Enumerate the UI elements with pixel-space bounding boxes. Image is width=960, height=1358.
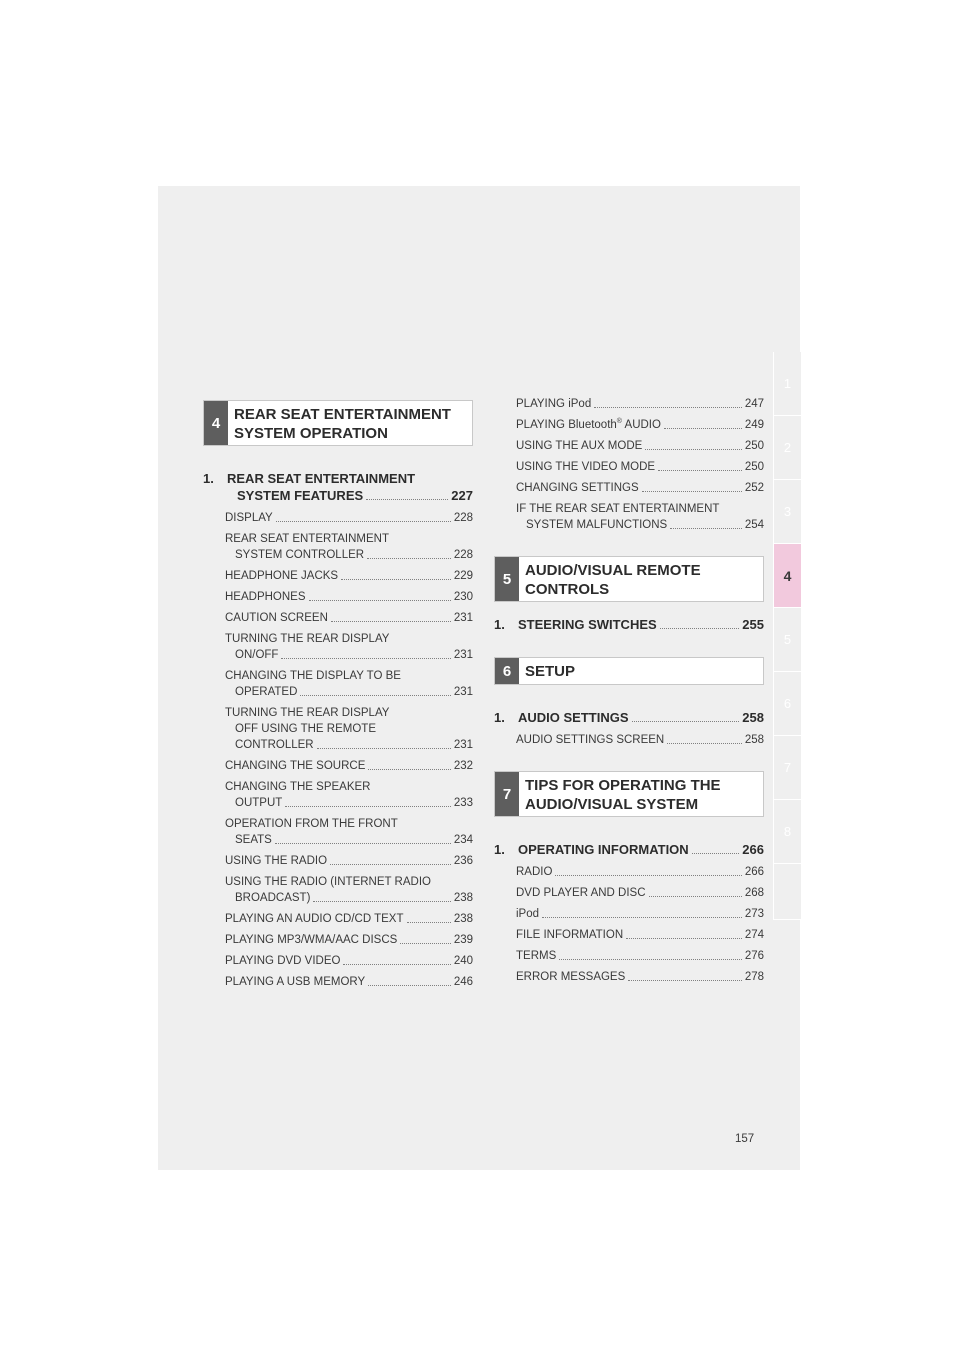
toc-entry-label: USING THE RADIO (INTERNET RADIO <box>225 876 431 888</box>
toc-entry-label: FILE INFORMATION <box>516 929 624 941</box>
section-number: 7 <box>495 772 519 816</box>
toc-entry-label: REAR SEAT ENTERTAINMENT <box>225 533 390 545</box>
chapter-tab-3[interactable]: 3 <box>773 480 801 544</box>
section-header-5 <box>494 556 764 602</box>
toc-entry[interactable] <box>225 974 473 990</box>
leader-dots <box>649 885 742 897</box>
chapter-title-line: REAR SEAT ENTERTAINMENT <box>227 471 416 486</box>
page-number: 157 <box>735 1133 755 1145</box>
toc-entry-page-number: 231 <box>453 739 473 751</box>
toc-entry[interactable] <box>516 501 764 533</box>
toc-entry-page-number: 230 <box>453 591 473 603</box>
leader-dots <box>368 974 451 986</box>
leader-dots <box>660 616 740 629</box>
toc-entry-page-number: 249 <box>744 419 764 431</box>
toc-entry[interactable] <box>516 480 764 496</box>
toc-entry-label: CHANGING THE SOURCE <box>225 760 366 772</box>
toc-entry[interactable] <box>225 589 473 605</box>
leader-dots <box>645 438 742 450</box>
section-number: 4 <box>204 401 228 445</box>
toc-entry-label: PLAYING MP3/WMA/AAC DISCS <box>225 934 398 946</box>
leader-dots <box>341 568 451 580</box>
toc-entry-page-number: 238 <box>453 913 473 925</box>
toc-entry-list <box>494 396 764 533</box>
leader-dots <box>555 864 741 876</box>
section-header-6 <box>494 657 764 685</box>
leader-dots <box>400 932 450 944</box>
toc-entry[interactable] <box>225 610 473 626</box>
chapter-tab-strip <box>773 352 801 920</box>
toc-entry[interactable] <box>516 948 764 964</box>
toc-entry-label: OFF USING THE REMOTE <box>235 723 376 735</box>
toc-entry-list <box>494 864 764 985</box>
section-header-4 <box>203 400 473 446</box>
leader-dots <box>628 969 742 981</box>
chapter-title-line: STEERING SWITCHES <box>518 617 657 632</box>
toc-entry[interactable] <box>225 705 473 753</box>
leader-dots <box>632 709 740 722</box>
toc-entry-label: HEADPHONE JACKS <box>225 570 339 582</box>
toc-entry-page-number: 238 <box>453 892 473 904</box>
toc-entry[interactable] <box>225 932 473 948</box>
chapter-title-line: AUDIO SETTINGS <box>518 710 629 725</box>
chapter-title-line: OPERATING INFORMATION <box>518 842 689 857</box>
toc-entry-label: USING THE VIDEO MODE <box>516 461 656 473</box>
toc-entry-label: SYSTEM MALFUNCTIONS <box>526 519 668 531</box>
leader-dots <box>664 417 742 429</box>
leader-dots <box>367 547 451 559</box>
toc-entry-list <box>203 510 473 990</box>
toc-entry[interactable] <box>225 911 473 927</box>
chapter-tab-8[interactable]: 8 <box>773 800 801 864</box>
toc-entry-label: OPERATION FROM THE FRONT <box>225 818 398 830</box>
leader-dots <box>626 927 742 939</box>
toc-entry[interactable] <box>225 816 473 848</box>
toc-entry-list <box>494 732 764 748</box>
toc-entry-label: RADIO <box>516 866 553 878</box>
leader-dots <box>366 487 448 500</box>
section-title: TIPS FOR OPERATING THE AUDIO/VISUAL SYSTEM <box>525 777 721 813</box>
toc-entry-label: PLAYING Bluetooth® AUDIO <box>516 418 661 431</box>
toc-entry[interactable] <box>225 668 473 700</box>
section-title: SETUP <box>525 663 576 680</box>
leader-dots <box>331 610 451 622</box>
leader-dots <box>667 732 742 744</box>
leader-dots <box>407 911 451 923</box>
toc-entry-page-number: 240 <box>453 955 473 967</box>
toc-entry-label: PLAYING A USB MEMORY <box>225 976 366 988</box>
toc-entry[interactable] <box>225 631 473 663</box>
chapter-tab-4[interactable]: 4 <box>773 544 801 608</box>
toc-entry[interactable] <box>516 885 764 901</box>
toc-entry-page-number: 252 <box>744 482 764 494</box>
toc-entry-label: DVD PLAYER AND DISC <box>516 887 646 899</box>
toc-entry-page-number: 246 <box>453 976 473 988</box>
toc-entry-label: PLAYING AN AUDIO CD/CD TEXT <box>225 913 404 925</box>
toc-entry-page-number: 258 <box>744 734 764 746</box>
toc-entry[interactable] <box>225 510 473 526</box>
toc-entry-page-number: 239 <box>453 934 473 946</box>
toc-entry[interactable] <box>516 969 764 985</box>
section-title: REAR SEAT ENTERTAINMENT SYSTEM OPERATION <box>234 406 451 442</box>
toc-entry[interactable] <box>225 874 473 906</box>
toc-entry-label: CHANGING THE DISPLAY TO BE <box>225 670 401 682</box>
toc-entry-page-number: 228 <box>453 512 473 524</box>
toc-entry-page-number: 236 <box>453 855 473 867</box>
toc-entry-label: iPod <box>516 908 540 920</box>
toc-entry-label: DISPLAY <box>225 512 273 524</box>
chapter-heading[interactable] <box>494 616 764 633</box>
toc-entry[interactable] <box>225 758 473 774</box>
toc-entry-label: ON/OFF <box>235 649 279 661</box>
chapter-heading[interactable] <box>203 470 473 504</box>
toc-entry-page-number: 276 <box>744 950 764 962</box>
toc-entry[interactable] <box>225 953 473 969</box>
toc-entry[interactable] <box>516 927 764 943</box>
leader-dots <box>317 737 451 749</box>
section-header-7 <box>494 771 764 817</box>
toc-entry[interactable] <box>516 417 764 433</box>
toc-entry-label: SEATS <box>235 834 272 846</box>
toc-entry-label: CHANGING SETTINGS <box>516 482 639 494</box>
toc-entry-label: PLAYING iPod <box>516 398 592 410</box>
chapter-page-number: 258 <box>742 710 764 725</box>
toc-entry[interactable] <box>225 531 473 563</box>
chapter-heading[interactable] <box>494 841 764 858</box>
chapter-tab-blank <box>773 864 801 920</box>
leader-dots <box>542 906 742 918</box>
toc-entry-label: AUDIO SETTINGS SCREEN <box>516 734 665 746</box>
leader-dots <box>642 480 742 492</box>
toc-entry[interactable] <box>516 396 764 412</box>
toc-entry-label: SYSTEM CONTROLLER <box>235 549 365 561</box>
toc-entry-label: IF THE REAR SEAT ENTERTAINMENT <box>516 503 720 515</box>
chapter-tab-1[interactable]: 1 <box>773 352 801 416</box>
toc-entry-page-number: 273 <box>744 908 764 920</box>
chapter-tab-7[interactable]: 7 <box>773 736 801 800</box>
chapter-number: 1. <box>203 471 214 486</box>
leader-dots <box>281 647 450 659</box>
chapter-title-line: SYSTEM FEATURES <box>237 488 364 503</box>
toc-entry-page-number: 250 <box>744 440 764 452</box>
toc-entry-page-number: 254 <box>744 519 764 531</box>
toc-entry-page-number: 233 <box>453 797 473 809</box>
left-column <box>203 400 473 995</box>
chapter-tab-5[interactable]: 5 <box>773 608 801 672</box>
toc-entry[interactable] <box>516 864 764 880</box>
chapter-tab-6[interactable]: 6 <box>773 672 801 736</box>
leader-dots <box>300 684 450 696</box>
section-number: 5 <box>495 557 519 601</box>
toc-entry-page-number: 247 <box>744 398 764 410</box>
leader-dots <box>368 758 450 770</box>
toc-entry-label: TURNING THE REAR DISPLAY <box>225 633 390 645</box>
toc-entry-page-number: 231 <box>453 612 473 624</box>
right-column <box>494 396 764 990</box>
leader-dots <box>330 853 451 865</box>
leader-dots <box>658 459 742 471</box>
toc-entry-label: OPERATED <box>235 686 298 698</box>
toc-entry-label: CAUTION SCREEN <box>225 612 328 624</box>
toc-entry-page-number: 274 <box>744 929 764 941</box>
toc-entry-page-number: 231 <box>453 686 473 698</box>
toc-entry-label: TURNING THE REAR DISPLAY <box>225 707 390 719</box>
leader-dots <box>670 517 742 529</box>
toc-entry-page-number: 266 <box>744 866 764 878</box>
section-number: 6 <box>495 658 519 684</box>
toc-entry-label: PLAYING DVD VIDEO <box>225 955 341 967</box>
chapter-tab-2[interactable]: 2 <box>773 416 801 480</box>
toc-entry-label: ERROR MESSAGES <box>516 971 626 983</box>
toc-entry-label: TERMS <box>516 950 557 962</box>
leader-dots <box>285 795 451 807</box>
toc-entry-page-number: 229 <box>453 570 473 582</box>
toc-entry-page-number: 268 <box>744 887 764 899</box>
toc-entry[interactable] <box>516 906 764 922</box>
chapter-page-number: 266 <box>742 842 764 857</box>
toc-entry[interactable] <box>516 732 764 748</box>
toc-entry-page-number: 250 <box>744 461 764 473</box>
toc-entry[interactable] <box>225 853 473 869</box>
toc-entry-label: HEADPHONES <box>225 591 306 603</box>
toc-entry-page-number: 278 <box>744 971 764 983</box>
toc-entry-page-number: 228 <box>453 549 473 561</box>
leader-dots <box>343 953 450 965</box>
toc-entry[interactable] <box>225 779 473 811</box>
leader-dots <box>309 589 451 601</box>
leader-dots <box>313 890 450 902</box>
leader-dots <box>275 832 451 844</box>
toc-entry[interactable] <box>225 568 473 584</box>
chapter-number: 1. <box>494 842 505 857</box>
toc-entry-page-number: 231 <box>453 649 473 661</box>
toc-entry-page-number: 234 <box>453 834 473 846</box>
toc-entry-label: CONTROLLER <box>235 739 314 751</box>
toc-entry[interactable] <box>516 459 764 475</box>
leader-dots <box>276 510 451 522</box>
toc-entry-label: USING THE RADIO <box>225 855 328 867</box>
leader-dots <box>692 841 740 854</box>
toc-entry-label: BROADCAST) <box>235 892 311 904</box>
chapter-page-number: 227 <box>451 488 473 503</box>
toc-entry-page-number: 232 <box>453 760 473 772</box>
toc-entry-label: CHANGING THE SPEAKER <box>225 781 371 793</box>
chapter-page-number: 255 <box>742 617 764 632</box>
chapter-heading[interactable] <box>494 709 764 726</box>
section-title: AUDIO/VISUAL REMOTE CONTROLS <box>525 562 701 598</box>
leader-dots <box>594 396 742 408</box>
toc-entry[interactable] <box>516 438 764 454</box>
leader-dots <box>559 948 742 960</box>
chapter-number: 1. <box>494 710 505 725</box>
toc-entry-label: OUTPUT <box>235 797 283 809</box>
toc-entry-label: USING THE AUX MODE <box>516 440 643 452</box>
chapter-number: 1. <box>494 617 505 632</box>
